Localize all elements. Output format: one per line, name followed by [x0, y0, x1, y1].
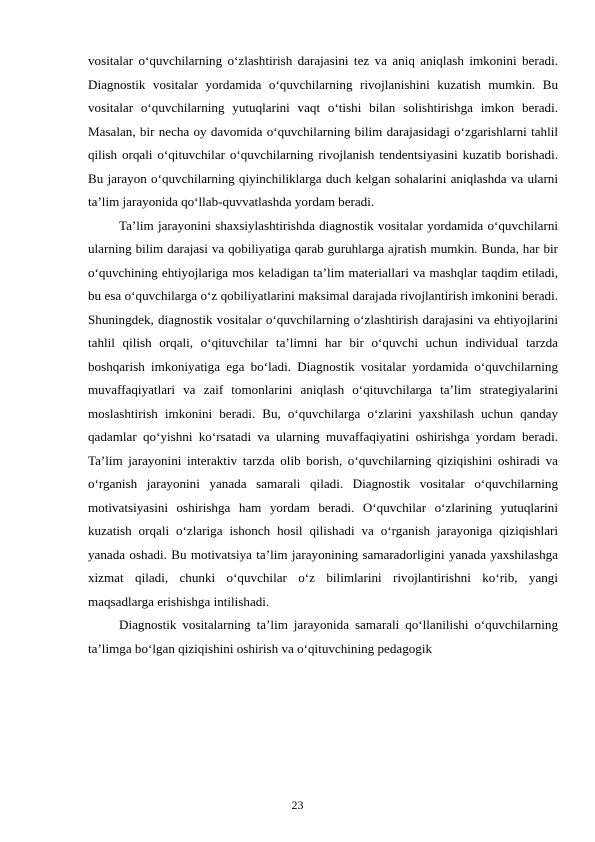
page-number: 23: [291, 798, 304, 812]
paragraph-continued: vositalar o‘quvchilarning o‘zlashtirish darajasini tez va aniq aniqlash imkonini beradi. Diagnostik vositalar yordamida o‘quvchilarning rivojlanishini kuzatish mumkin. Bu vositalar o‘quvchilarning yutuqlarini vaqt o‘tishi bilan solishtirishga imkon beradi. Masalan, bir necha oy davomida o‘quvchilarning bilim darajasidagi o‘zgarishlarni tahlil qilish orqali o‘qituvchilar o‘quvchilarning rivojlanish tendentsiyasini kuzatib borishadi. Bu jarayon o‘quvchilarning qiyinchiliklarga duch kelgan sohalarini aniqlashda va ularni ta’lim jarayonida qo‘llab-quvvatlashda yordam beradi.: [88, 53, 558, 209]
paragraph-effective-use: Diagnostik vositalarning ta’lim jarayonida samarali qo‘llanilishi o‘quvchilarning ta’limga bo‘lgan qiziqishini oshirish va o‘qituvchining pedagogik: [88, 617, 558, 656]
paragraph-personalization: Ta’lim jarayonini shaxsiylashtirishda diagnostik vositalar yordamida o‘quvchilarni ularning bilim darajasi va qobiliyatiga qarab guruhlarga ajratish mumkin. Bunda, har bir o‘quvchining ehtiyojlariga mos keladigan ta’lim materiallari va mashqlar taqdim etiladi, bu esa o‘quvchilarga o‘z qobiliyatlarini maksimal darajada rivojlantirish imkonini beradi. Shuningdek, diagnostik vositalar o‘quvchilarning o‘zlashtirish darajasini va ehtiyojlarini tahlil qilish orqali, o‘qituvchilar ta’limni har bir o‘quvchi uchun individual tarzda boshqarish imkoniyatiga ega bo‘ladi. Diagnostik vositalar yordamida o‘quvchilarning muvaffaqiyatlari va zaif tomonlarini aniqlash o‘qituvchilarga ta’lim strategiyalarini moslashtirish imkonini beradi. Bu, o‘quvchilarga o‘zlarini yaxshilash uchun qanday qadamlar qo‘yishni ko‘rsatadi va ularning muvaffaqiyatini oshirishga yordam beradi. Ta’lim jarayonini interaktiv tarzda olib borish, o‘quvchilarning qiziqishini oshiradi va o‘rganish jarayonini yanada samarali qiladi. Diagnostik vositalar o‘quvchilarning motivatsiyasini oshirishga ham yordam beradi. O‘quvchilar o‘zlarining yutuqlarini kuzatish orqali o‘zlariga ishonch hosil qilishadi va o‘rganish jarayoniga qiziqishlari yanada oshadi. Bu motivatsiya ta’lim jarayonining samaradorligini yanada yaxshilashga xizmat qiladi, chunki o‘quvchilar o‘z bilimlarini rivojlantirishni ko‘rib, yangi maqsadlarga erishishga intilishadi.: [88, 217, 558, 609]
document-body: [88, 49, 558, 660]
